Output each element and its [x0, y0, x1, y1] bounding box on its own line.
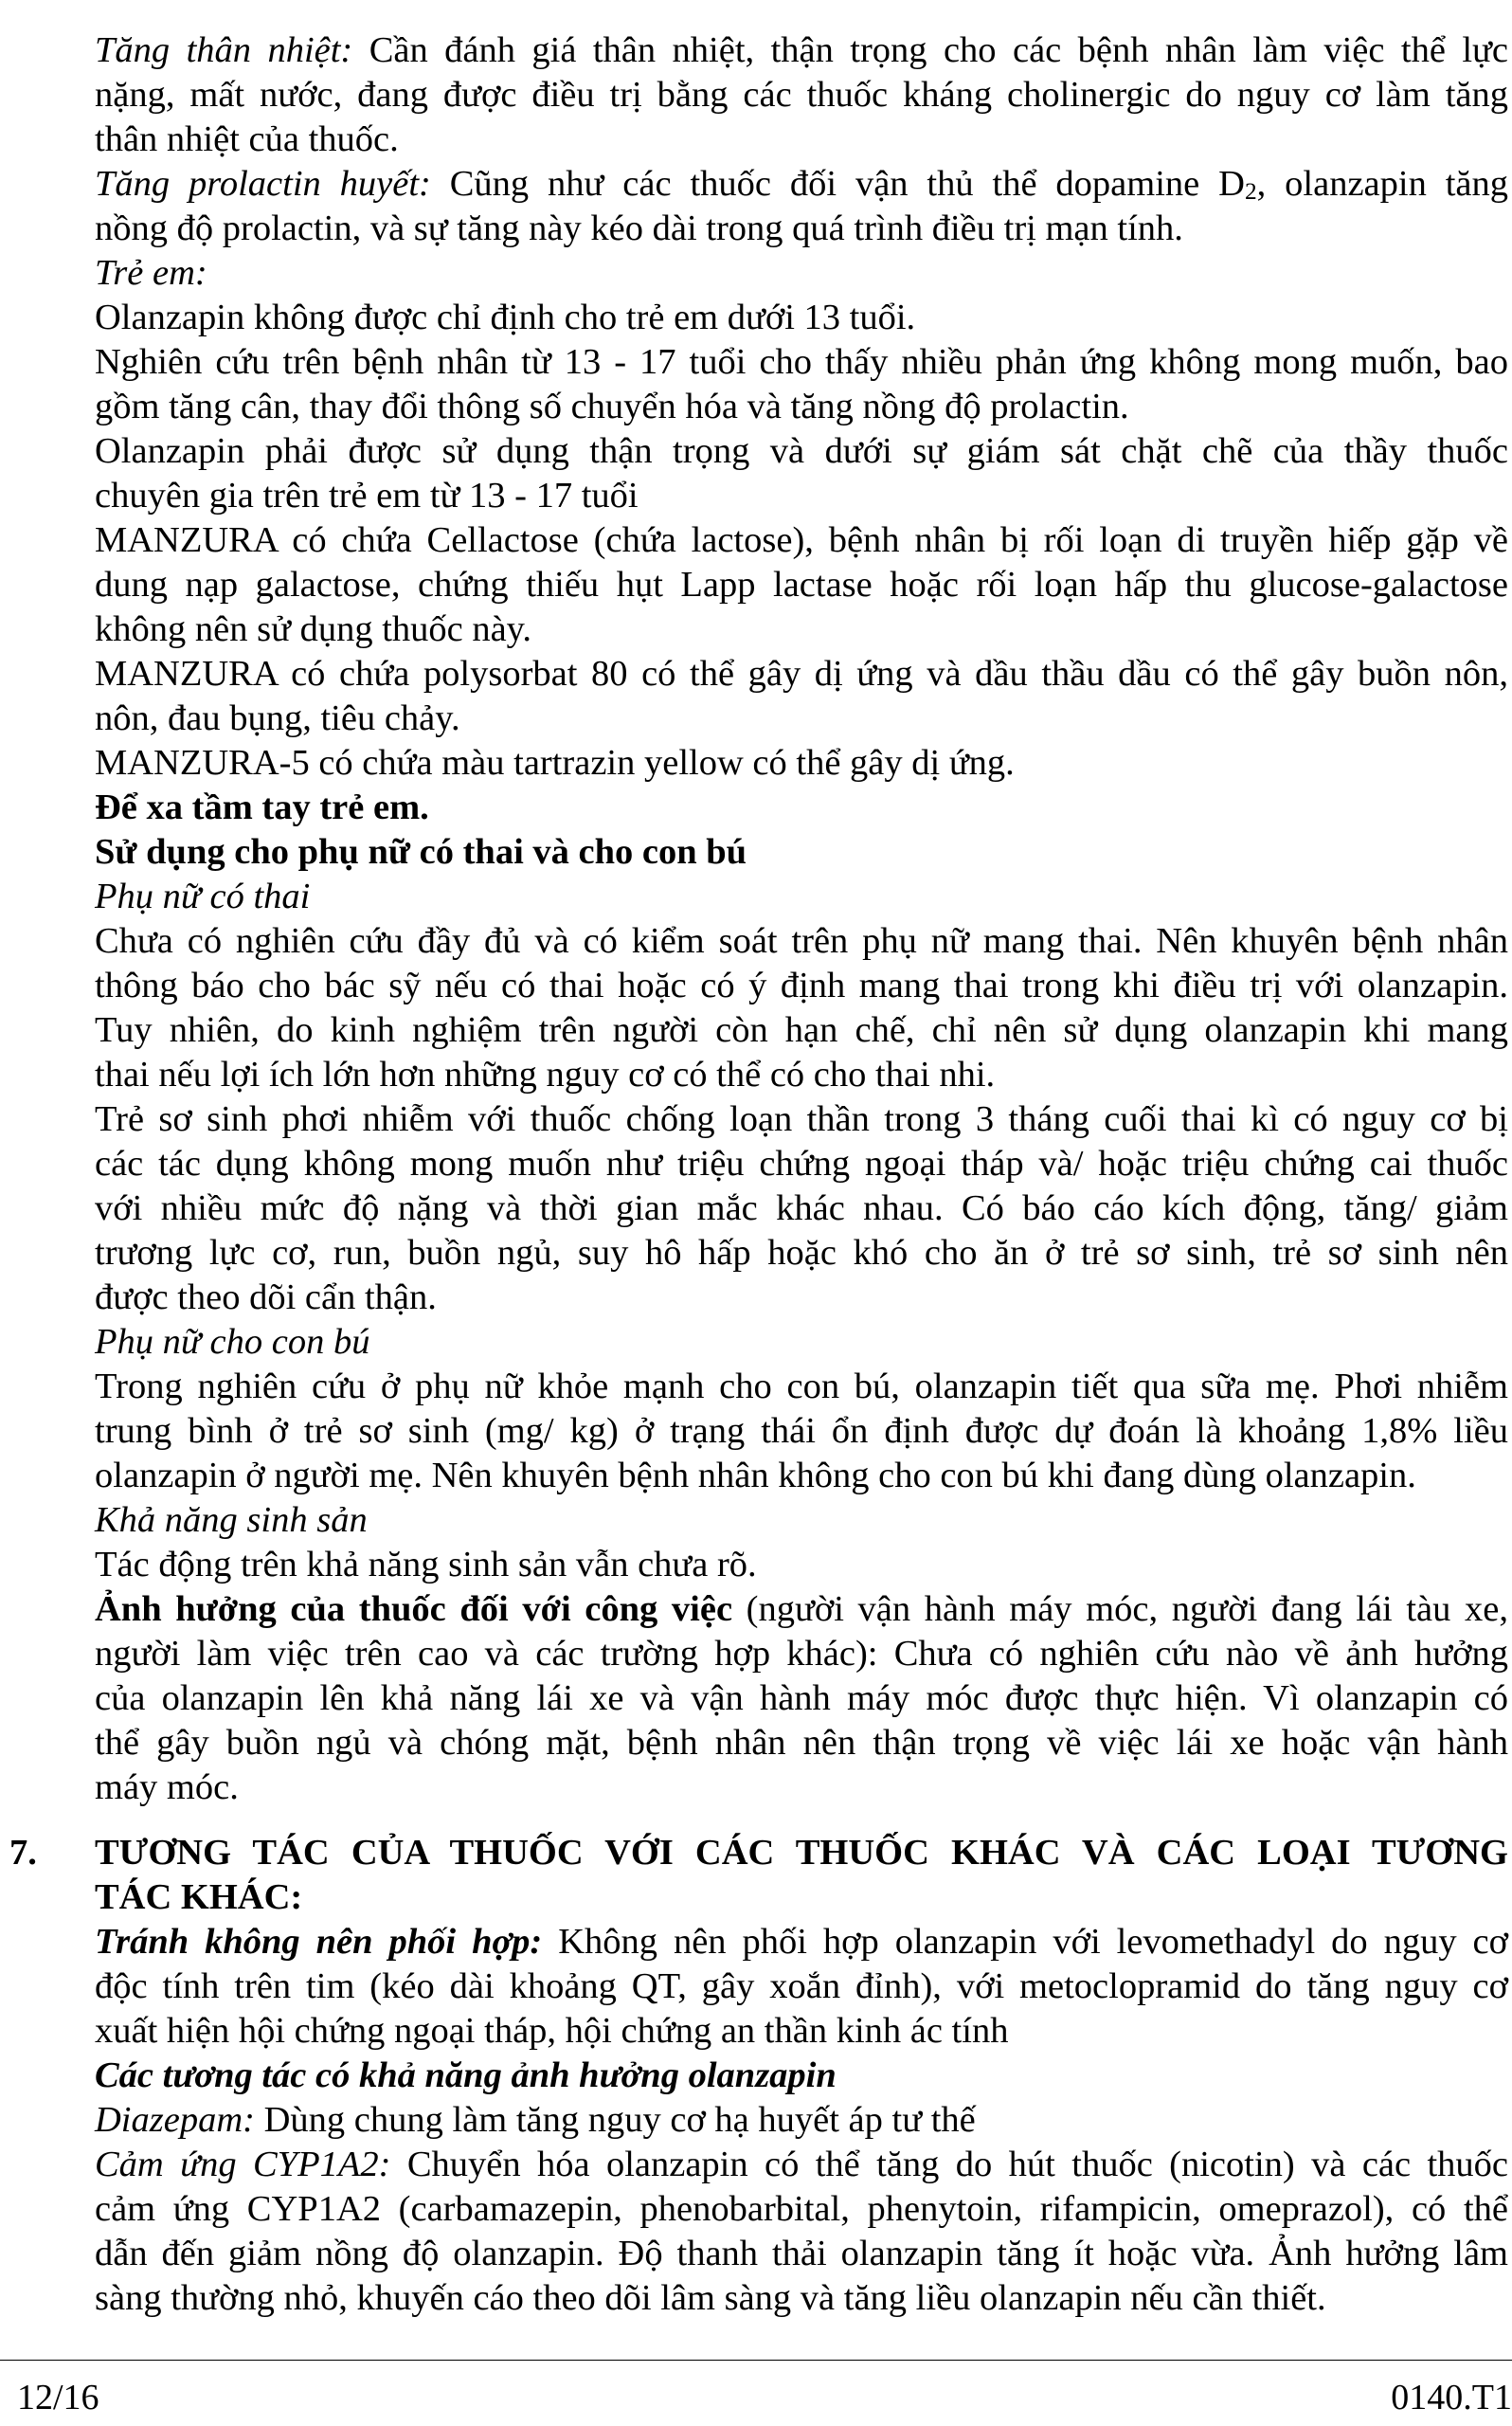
page-number: 12/16 [17, 2378, 99, 2417]
fertility-label: Khả năng sinh sản [95, 1500, 368, 1540]
pregnancy-heading: Sử dụng cho phụ nữ có thai và cho con bú [95, 832, 747, 872]
cyp1a2-label: Cảm ứng CYP1A2: [95, 2145, 391, 2184]
children-paragraph-1: Olanzapin không được chỉ định cho trẻ em dưới 13 tuổi. [95, 298, 916, 337]
section-number: 7. [9, 1833, 37, 1873]
document-code: 0140.T1 [1391, 2378, 1512, 2417]
diazepam-label: Diazepam: [95, 2100, 255, 2140]
hyperprolactinemia-label: Tăng prolactin huyết: [95, 164, 431, 204]
driving-paragraph: Ảnh hưởng của thuốc đối với công việc (người vận hành máy móc, người đang lái tàu xe, người làm việc trên cao và các trường hợp khác): Chưa có nghiên cứu nào về ảnh hưởng của olanzapin lên khả năng lái xe và vận hành máy móc được thực hiện. Vì olanzapin có thể gây buồn ngủ và chóng mặt, bệnh nhân nên thận trọng về việc lái xe hoặc vận hành máy móc. [95, 1589, 1508, 1807]
section-7 [9, 1831, 1509, 2321]
polysorbate-warning: MANZURA có chứa polysorbat 80 có thể gây dị ứng và dầu thầu dầu có thể gây buồn nôn, nôn, đau bụng, tiêu chảy. [95, 654, 1508, 738]
pregnant-paragraph-2: Trẻ sơ sinh phơi nhiễm với thuốc chống loạn thần trong 3 tháng cuối thai kì có nguy cơ bị các tác dụng không mong muốn như triệu chứng ngoại tháp và/ hoặc triệu chứng cai thuốc với nhiều mức độ nặng và thời gian mắc khác nhau. Có báo cáo kích động, tăng/ giảm trương lực cơ, run, buồn ngủ, suy hô hấp hoặc khó cho ăn ở trẻ sơ sinh, trẻ sơ sinh nên được theo dõi cẩn thận. [95, 1099, 1508, 1317]
hyperprolactinemia-paragraph: Tăng prolactin huyết: Cũng như các thuốc đối vận thủ thể dopamine $D_2$, olanzapin tăng nồng độ prolactin, và sự tăng này kéo dài trong quá trình điều trị mạn tính. [95, 164, 1508, 248]
section-title: TƯƠNG TÁC CỦA THUỐC VỚI CÁC THUỐC KHÁC VÀ CÁC LOẠI TƯƠNG TÁC KHÁC: [95, 1833, 1508, 1917]
breastfeeding-paragraph: Trong nghiên cứu ở phụ nữ khỏe mạnh cho con bú, olanzapin tiết qua sữa mẹ. Phơi nhiễm trung bình ở trẻ sơ sinh (mg/ kg) ở trạng thái ổn định được dự đoán là khoảng 1,8% liều olanzapin ở người mẹ. Nên khuyên bệnh nhân không cho con bú khi đang dùng olanzapin. [95, 1367, 1508, 1495]
fertility-paragraph: Tác động trên khả năng sinh sản vẫn chưa rõ. [95, 1545, 757, 1584]
hyperthermia-label: Tăng thân nhiệt: [95, 30, 353, 70]
children-paragraph-2: Nghiên cứu trên bệnh nhân từ 13 - 17 tuổi cho thấy nhiều phản ứng không mong muốn, bao gồm tăng cân, thay đổi thông số chuyển hóa và tăng nồng độ prolactin. [95, 342, 1508, 426]
hyperthermia-paragraph: Tăng thân nhiệt: Cần đánh giá thân nhiệt, thận trọng cho các bệnh nhân làm việc thể lực nặng, mất nước, đang được điều trị bằng các thuốc kháng cholinergic do nguy cơ làm tăng thân nhiệt của thuốc. [95, 30, 1508, 159]
pregnant-paragraph-1: Chưa có nghiên cứu đầy đủ và có kiểm soát trên phụ nữ mang thai. Nên khuyên bệnh nhân thông báo cho bác sỹ nếu có thai hoặc có ý định mang thai trong khi điều trị với olanzapin. Tuy nhiên, do kinh nghiệm trên người còn hạn chế, chỉ nên sử dụng olanzapin khi mang thai nếu lợi ích lớn hơn những nguy cơ có thể có cho thai nhi. [95, 921, 1508, 1095]
tartrazine-warning: MANZURA-5 có chứa màu tartrazin yellow có thể gây dị ứng. [95, 743, 1015, 783]
keep-away-heading: Để xa tầm tay trẻ em. [95, 788, 429, 827]
avoid-combination-label: Tránh không nên phối hợp: [95, 1922, 543, 1962]
document-body [9, 28, 1509, 2321]
driving-label: Ảnh hưởng của thuốc đối với công việc [95, 1589, 733, 1629]
children-paragraph-3: Olanzapin phải được sử dụng thận trọng và dưới sự giám sát chặt chẽ của thầy thuốc chuyên gia trên trẻ em từ 13 - 17 tuổi [95, 431, 1508, 516]
avoid-combination-paragraph: Tránh không nên phối hợp: Không nên phối hợp olanzapin với levomethadyl do nguy cơ độc tính trên tim (kéo dài khoảng QT, gây xoắn đỉnh), với metoclopramid do tăng nguy cơ xuất hiện hội chứng ngoại tháp, hội chứng an thần kinh ác tính [95, 1922, 1508, 2051]
footer-divider [0, 2360, 1512, 2361]
lactose-warning: MANZURA có chứa Cellactose (chứa lactose), bệnh nhân bị rối loạn di truyền hiếp gặp về dung nạp galactose, chứng thiếu hụt Lapp lactase hoặc rối loạn hấp thu glucose-galactose không nên sử dụng thuốc này. [95, 520, 1508, 649]
affecting-interactions-heading: Các tương tác có khả năng ảnh hưởng olanzapin [95, 2055, 837, 2095]
children-label: Trẻ em: [95, 253, 207, 293]
cyp1a2-paragraph: Cảm ứng CYP1A2: Chuyển hóa olanzapin có thể tăng do hút thuốc (nicotin) và các thuốc cảm ứng CYP1A2 (carbamazepin, phenobarbital, phenytoin, rifampicin, omeprazol), có thể dẫn đến giảm nồng độ olanzapin. Độ thanh thải olanzapin tăng ít hoặc vừa. Ảnh hưởng lâm sàng thường nhỏ, khuyến cáo theo dõi lâm sàng và tăng liều olanzapin nếu cần thiết. [95, 2145, 1509, 2318]
pregnant-label: Phụ nữ có thai [95, 877, 311, 916]
diazepam-paragraph: Diazepam: Dùng chung làm tăng nguy cơ hạ huyết áp tư thế [95, 2100, 976, 2140]
breastfeeding-label: Phụ nữ cho con bú [95, 1322, 370, 1362]
